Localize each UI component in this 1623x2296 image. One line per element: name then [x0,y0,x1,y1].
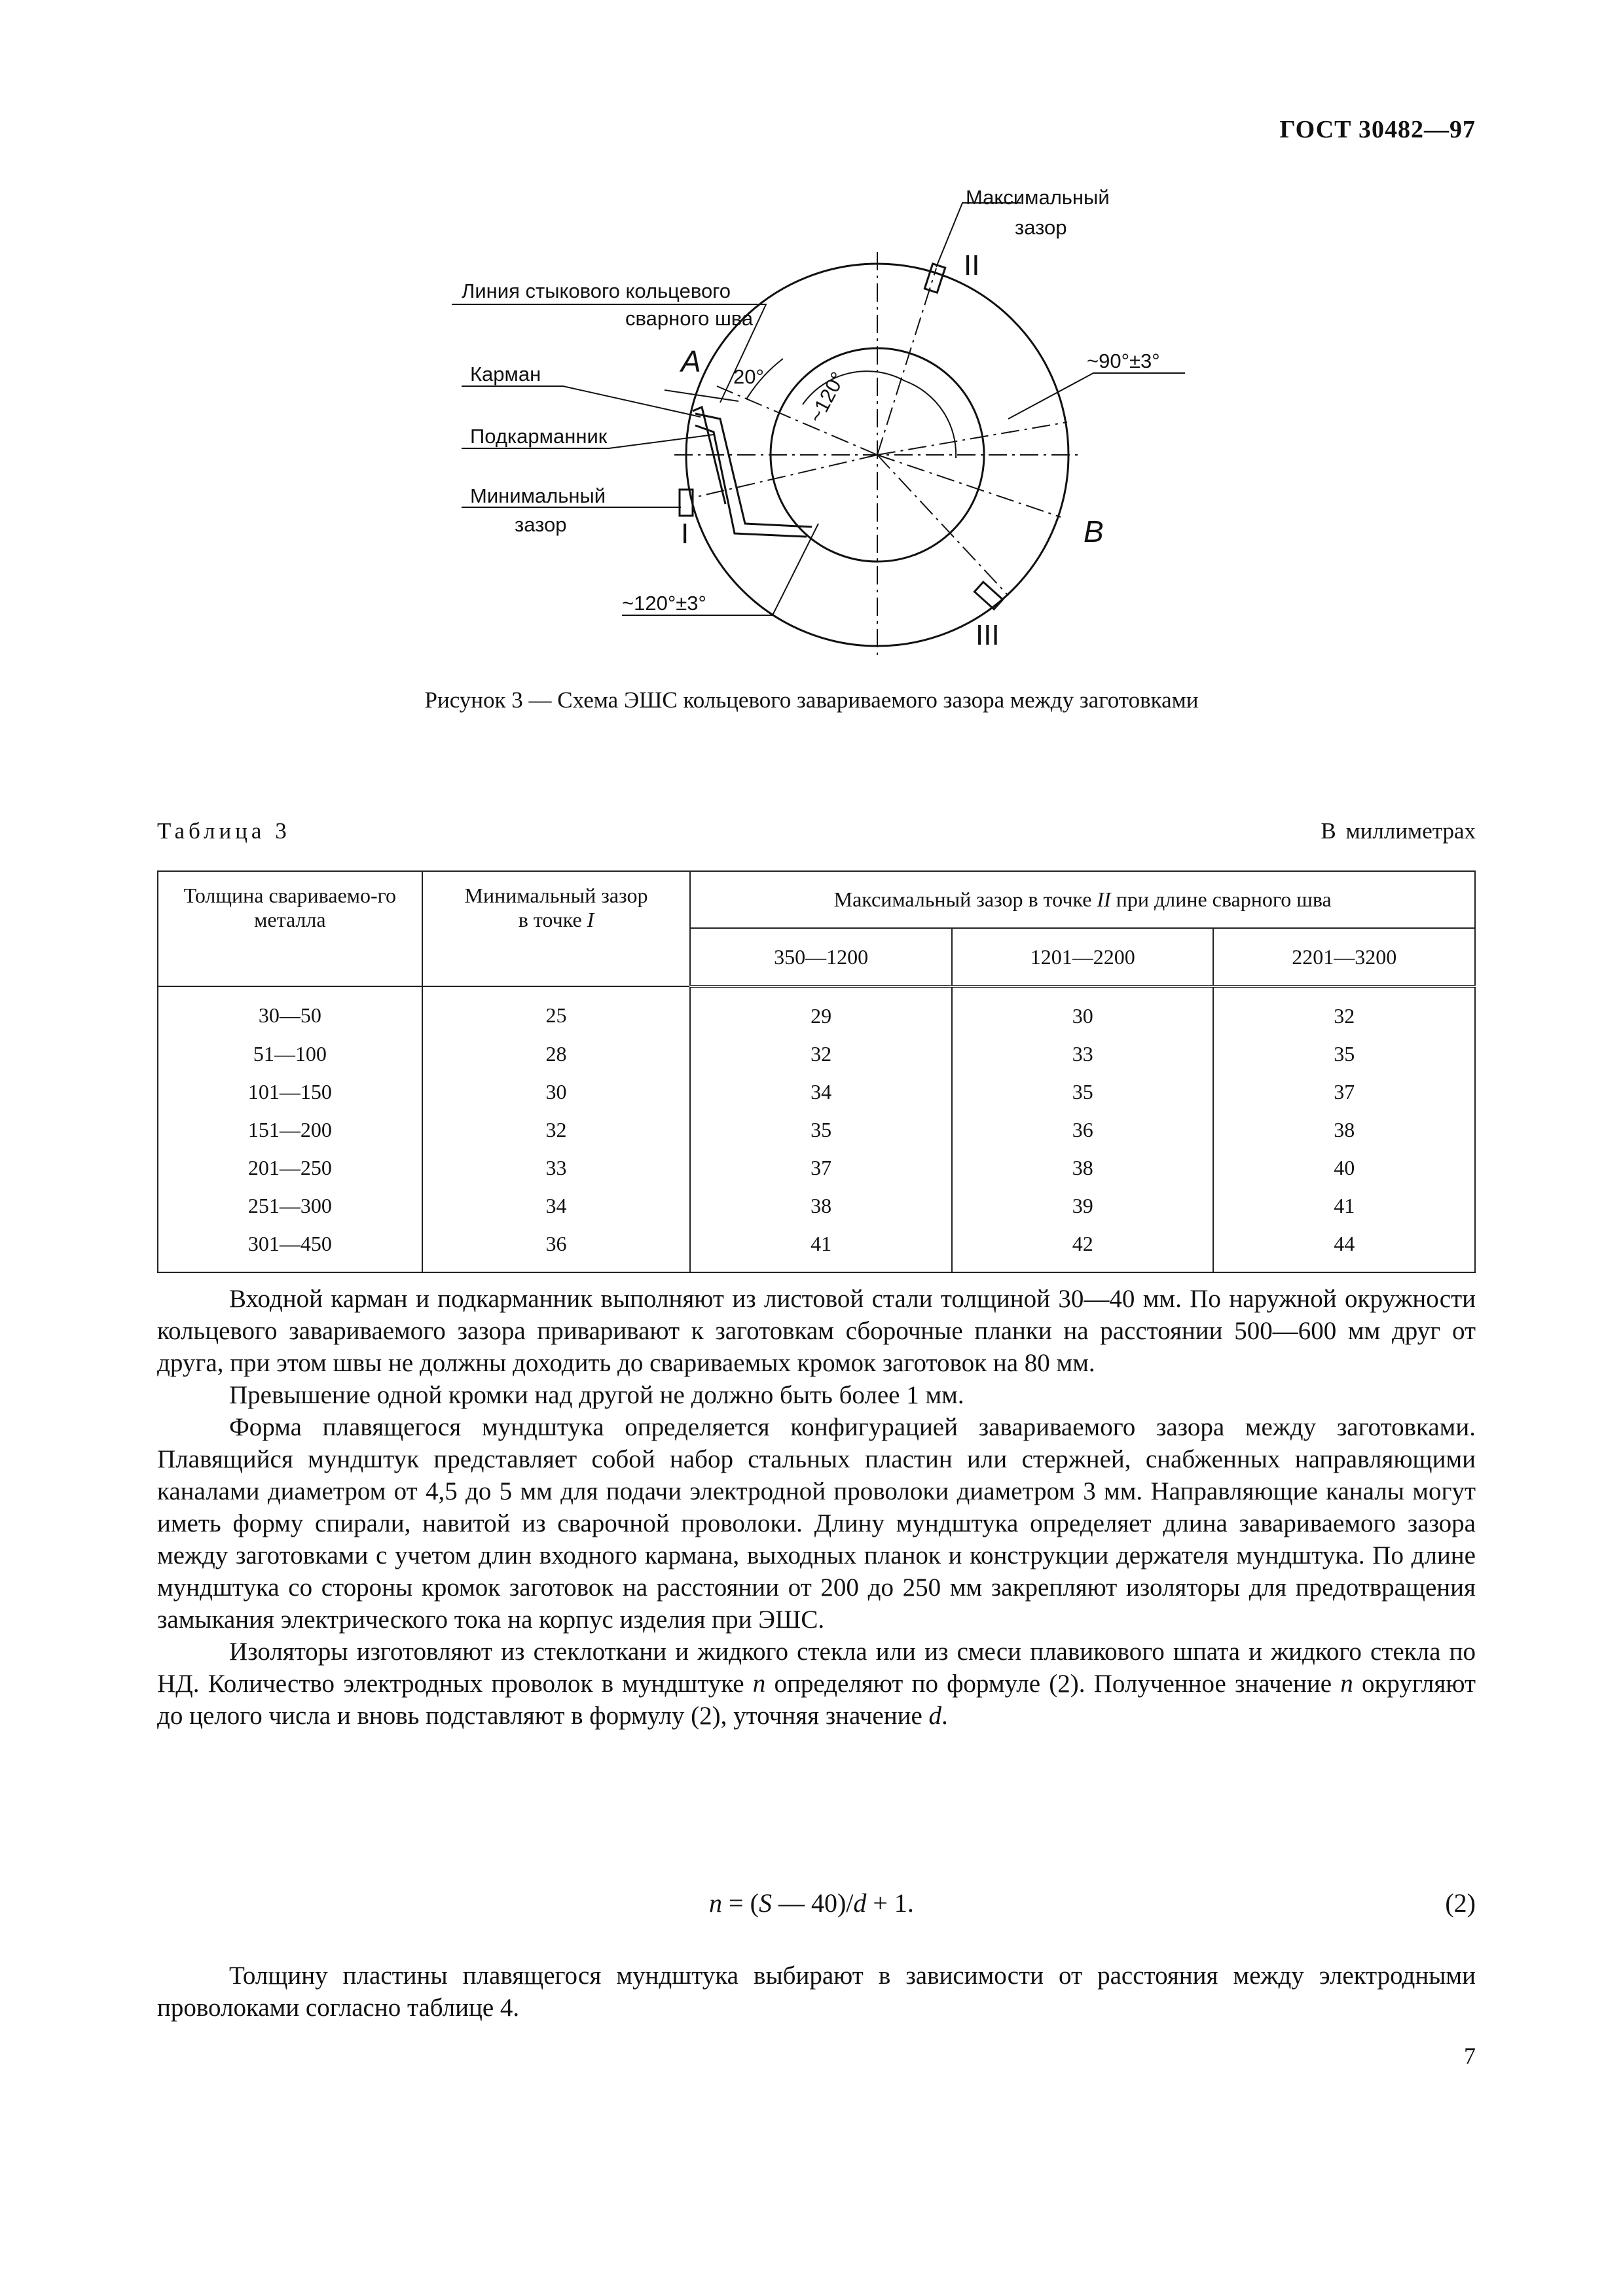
label-max-gap: Максимальный [966,186,1110,209]
paragraph-insulators-a: Изоляторы изготовляют из стеклоткани и жидкого стекла или из смеси плавикового шпата и жидкого стекла по НД. Количество электродных проволок в мундштуке [157,1638,1476,1698]
table-title: Таблица 3 [157,818,291,844]
subpocket-shape [695,425,807,537]
table-3 [157,870,1476,1273]
label-angle-120-inner: ~120° [804,368,850,427]
paragraph-insulators-b: определяют по формуле (2). Полученное значение [765,1670,1341,1698]
header-thickness [158,871,422,986]
leader-pocket [462,386,701,417]
cell-thickness: 101—150 [158,1073,422,1111]
header-max-gap-text-a: Максимальный зазор в точке [833,888,1097,912]
table-row [158,1225,1475,1272]
cell-max-gap-1: 41 [690,1225,952,1272]
header-max-gap-text-b: при длине сварного шва [1110,888,1332,912]
cell-thickness: 201—250 [158,1149,422,1187]
cell-thickness: 251—300 [158,1187,422,1225]
subheader-length-3: 2201—3200 [1213,928,1475,986]
paragraph-nozzle-form: Форма плавящегося мундштука определяется конфигурацией завариваемого зазора между заготовками. Плавящийся мундштук представляет собой набор стальных пластин или стержней, снабженных направляющими каналами диаметром от 4,5 до 5 мм для подачи электродной проволоки диаметром 3 мм. Направляющие каналы могут иметь форму спирали, навитой из сварочной проволоки. Длину мундштука определяет длина завариваемого зазора между заготовками с учетом длин входного кармана, выходных планок и конструкции держателя мундштука. По длине мундштука со стороны кромок заготовок на расстоянии от 200 до 250 мм закрепляют изоляторы для предотвращения замыкания электрического тока на корпус изделия при ЭШС. [157,1413,1476,1634]
subheader-length-1: 350—1200 [690,928,952,986]
cell-max-gap-2: 36 [952,1111,1214,1149]
var-n: n [1340,1670,1353,1698]
plate-iii [974,582,1002,609]
table-row [158,1111,1475,1149]
var-n: n [752,1670,766,1698]
label-min-gap: Минимальный [470,484,606,507]
cell-max-gap-2: 42 [952,1225,1214,1272]
cell-max-gap-3: 35 [1213,1035,1475,1073]
formula-var-d: d [853,1888,867,1918]
table-row [158,1073,1475,1111]
plate-ii [924,264,945,293]
paragraph-insulators [157,1636,1476,1732]
cell-max-gap-2: 38 [952,1149,1214,1187]
leader-angle-90 [1008,373,1185,419]
body-text [157,1283,1476,1732]
figure-caption: Рисунок 3 — Схема ЭШС кольцевого завариваемого зазора между заготовками [424,687,1199,713]
esw-diagram [0,0,1623,668]
paragraph-pocket: Входной карман и подкарманник выполняют из листовой стали толщиной 30—40 мм. По наружной окружности кольцевого завариваемого зазора приваривают к заготовкам сборочные планки на расстоянии 500—600 мм друг от друга, при этом швы не должны доходить до свариваемых кромок заготовок на 80 мм. [157,1285,1476,1377]
header-min-gap-text-a: Минимальный зазор [464,884,648,907]
table-row [158,1149,1475,1187]
cell-min-gap: 36 [422,1225,691,1272]
cell-max-gap-3: 40 [1213,1149,1475,1187]
table-row [158,1187,1475,1225]
label-angle-20: 20° [733,365,764,388]
formula-2 [0,1888,1623,1918]
label-seam-line-2: сварного шва [625,307,754,330]
paragraph-insulators-c: округляют до целого числа и вновь подставляют в формулу (2), уточняя значение [157,1670,1476,1730]
label-pocket: Карман [470,363,541,386]
cell-min-gap: 30 [422,1073,691,1111]
label-seam-line: Линия стыкового кольцевого [462,279,731,302]
label-roman-2: II [964,249,980,281]
cell-max-gap-3: 32 [1213,986,1475,1035]
cell-max-gap-1: 34 [690,1073,952,1111]
table-row [158,986,1475,1035]
cell-min-gap: 32 [422,1111,691,1149]
paragraph-insulators-e: . [941,1702,948,1730]
cell-max-gap-1: 32 [690,1035,952,1073]
cell-max-gap-1: 37 [690,1149,952,1187]
label-min-gap-2: зазор [515,513,567,536]
page-number: 7 [1464,2043,1476,2069]
formula-part-c: + 1. [866,1888,914,1918]
header-min-gap [422,871,691,986]
cell-thickness: 151—200 [158,1111,422,1149]
cell-max-gap-1: 29 [690,986,952,1035]
label-angle-90: ~90°±3° [1087,350,1160,372]
label-angle-120-outer: ~120°±3° [622,592,706,615]
radial-line-iii [877,455,1008,596]
label-point-b: B [1084,514,1104,548]
cell-min-gap: 28 [422,1035,691,1073]
cell-max-gap-2: 35 [952,1073,1214,1111]
label-roman-1: I [681,518,689,550]
cell-max-gap-3: 44 [1213,1225,1475,1272]
header-min-gap-text-b: в точке [518,907,587,931]
cell-min-gap: 25 [422,986,691,1035]
formula-part-a: = ( [722,1888,759,1918]
formula-part-b: — 40)/ [771,1888,854,1918]
label-roman-3: III [976,619,1000,651]
cell-min-gap: 34 [422,1187,691,1225]
cell-thickness: 301—450 [158,1225,422,1272]
radial-line-right [877,422,1067,455]
header-thickness-text: Толщина свариваемо-го металла [183,884,396,931]
paragraph-plate-thickness: Толщину пластины плавящегося мундштука выбирают в зависимости от расстояния между электродными проволоками согласно таблице 4. [157,1962,1476,2022]
radial-line-a [717,386,877,455]
header-min-gap-point: I [587,907,594,931]
label-point-a: A [681,344,701,378]
angle-90-arc [905,381,956,458]
label-max-gap-2: зазор [1015,216,1067,239]
cell-max-gap-2: 39 [952,1187,1214,1225]
cell-max-gap-2: 30 [952,986,1214,1035]
cell-thickness: 51—100 [158,1035,422,1073]
cell-min-gap: 33 [422,1149,691,1187]
cell-max-gap-1: 38 [690,1187,952,1225]
paragraph-edge-excess: Превышение одной кромки над другой не должно быть более 1 мм. [229,1381,964,1409]
label-subpocket: Подкарманник [470,425,608,448]
cell-max-gap-2: 33 [952,1035,1214,1073]
formula-var-s: S [758,1888,772,1918]
formula-number: (2) [1445,1888,1476,1918]
table-row [158,1035,1475,1073]
page-header-standard: ГОСТ 30482—97 [1279,116,1476,143]
subheader-length-2: 1201—2200 [952,928,1214,986]
cell-max-gap-1: 35 [690,1111,952,1149]
cell-max-gap-3: 41 [1213,1187,1475,1225]
header-max-gap-point: II [1097,888,1111,912]
body-text-final [157,1960,1476,2024]
formula-var-n: n [709,1888,723,1918]
table-units: В миллиметрах [1321,818,1476,844]
header-max-gap [690,871,1475,928]
cell-thickness: 30—50 [158,986,422,1035]
cell-max-gap-3: 37 [1213,1073,1475,1111]
figure-diagram [0,0,1623,668]
var-d: d [928,1702,942,1730]
cell-max-gap-3: 38 [1213,1111,1475,1149]
